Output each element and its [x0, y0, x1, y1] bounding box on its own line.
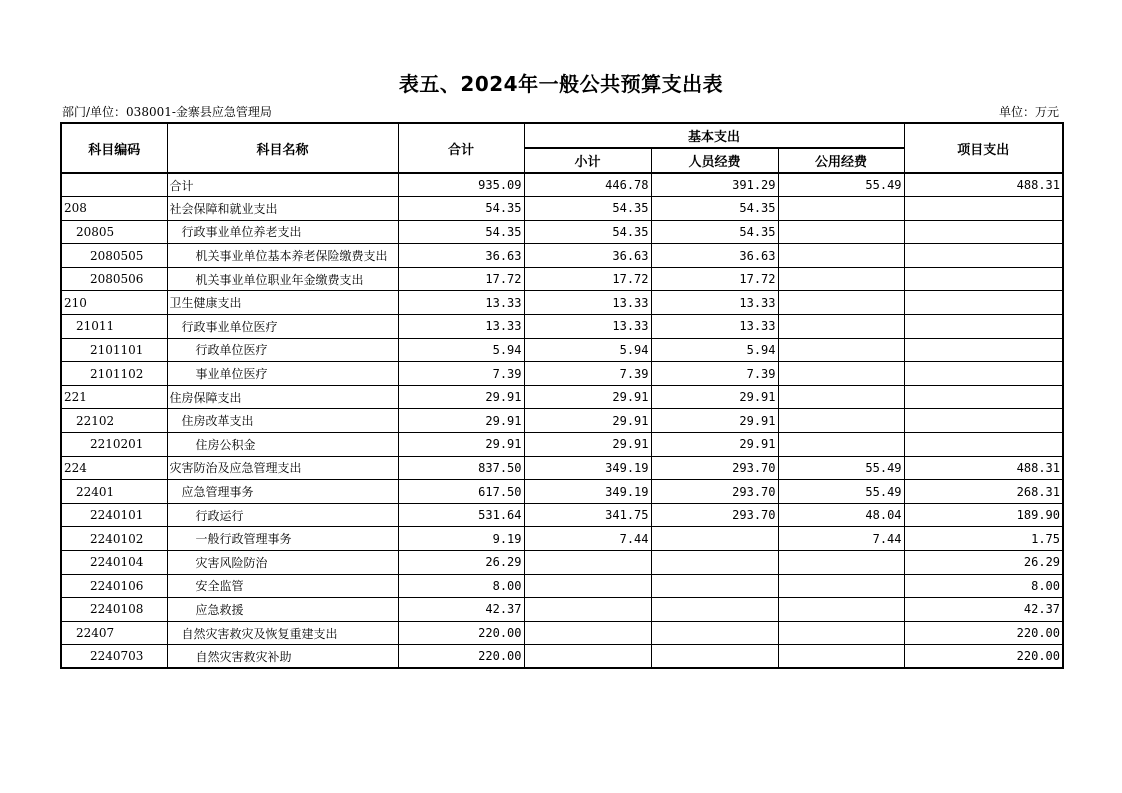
cell-personnel [651, 551, 778, 575]
header-total: 合计 [398, 123, 524, 173]
cell-project [904, 291, 1063, 315]
table-row [61, 433, 1063, 457]
cell-total: 29.91 [398, 409, 524, 433]
table-row [61, 621, 1063, 645]
cell-total: 26.29 [398, 551, 524, 575]
cell-name: 住房保障支出 [167, 385, 398, 409]
cell-public [778, 220, 904, 244]
cell-name: 机关事业单位基本养老保险缴费支出 [167, 244, 398, 268]
cell-personnel: 7.39 [651, 362, 778, 386]
cell-name: 行政单位医疗 [167, 338, 398, 362]
cell-project [904, 362, 1063, 386]
cell-public [778, 315, 904, 339]
cell-public [778, 244, 904, 268]
cell-project: 488.31 [904, 173, 1063, 197]
cell-subtotal: 36.63 [524, 244, 651, 268]
cell-code: 22102 [61, 409, 167, 433]
cell-name: 行政事业单位养老支出 [167, 220, 398, 244]
cell-project [904, 220, 1063, 244]
table-row [61, 385, 1063, 409]
cell-total: 7.39 [398, 362, 524, 386]
cell-public [778, 551, 904, 575]
cell-public: 48.04 [778, 503, 904, 527]
cell-public [778, 362, 904, 386]
cell-code: 2101101 [61, 338, 167, 362]
cell-public [778, 598, 904, 622]
table-row [61, 362, 1063, 386]
cell-personnel [651, 621, 778, 645]
cell-subtotal [524, 574, 651, 598]
cell-name: 安全监管 [167, 574, 398, 598]
cell-project: 488.31 [904, 456, 1063, 480]
cell-public [778, 197, 904, 221]
cell-subtotal: 341.75 [524, 503, 651, 527]
cell-name: 自然灾害救灾补助 [167, 645, 398, 669]
cell-code [61, 173, 167, 197]
cell-code: 2240703 [61, 645, 167, 669]
cell-personnel: 36.63 [651, 244, 778, 268]
cell-project [904, 433, 1063, 457]
cell-total: 837.50 [398, 456, 524, 480]
cell-total: 29.91 [398, 385, 524, 409]
department-unit-label: 部门/单位：038001-金寨县应急管理局 [62, 105, 272, 119]
table-row [61, 574, 1063, 598]
cell-name: 社会保障和就业支出 [167, 197, 398, 221]
cell-personnel: 29.91 [651, 433, 778, 457]
cell-code: 2240101 [61, 503, 167, 527]
cell-public: 55.49 [778, 456, 904, 480]
cell-code: 20805 [61, 220, 167, 244]
table-row [61, 527, 1063, 551]
cell-public [778, 409, 904, 433]
cell-name: 卫生健康支出 [167, 291, 398, 315]
cell-code: 2080506 [61, 267, 167, 291]
cell-subtotal: 446.78 [524, 173, 651, 197]
cell-personnel: 5.94 [651, 338, 778, 362]
table-row [61, 338, 1063, 362]
cell-personnel: 391.29 [651, 173, 778, 197]
cell-subtotal [524, 621, 651, 645]
cell-code: 22401 [61, 480, 167, 504]
cell-subtotal: 13.33 [524, 291, 651, 315]
cell-total: 617.50 [398, 480, 524, 504]
cell-project [904, 315, 1063, 339]
cell-total: 8.00 [398, 574, 524, 598]
cell-public: 55.49 [778, 173, 904, 197]
table-row [61, 503, 1063, 527]
cell-name: 合计 [167, 173, 398, 197]
table-row [61, 315, 1063, 339]
cell-personnel: 29.91 [651, 385, 778, 409]
cell-public [778, 621, 904, 645]
cell-subtotal: 54.35 [524, 220, 651, 244]
cell-project [904, 338, 1063, 362]
cell-code: 22407 [61, 621, 167, 645]
cell-code: 221 [61, 385, 167, 409]
table-row [61, 173, 1063, 197]
cell-subtotal: 349.19 [524, 456, 651, 480]
header-code: 科目编码 [61, 123, 167, 173]
header-personnel: 人员经费 [651, 148, 778, 173]
table-row [61, 456, 1063, 480]
cell-project [904, 244, 1063, 268]
cell-project [904, 267, 1063, 291]
cell-total: 935.09 [398, 173, 524, 197]
cell-subtotal: 7.44 [524, 527, 651, 551]
cell-total: 54.35 [398, 220, 524, 244]
cell-public: 55.49 [778, 480, 904, 504]
cell-project: 26.29 [904, 551, 1063, 575]
cell-personnel: 17.72 [651, 267, 778, 291]
cell-code: 210 [61, 291, 167, 315]
cell-code: 224 [61, 456, 167, 480]
table-row [61, 291, 1063, 315]
cell-personnel: 13.33 [651, 315, 778, 339]
cell-subtotal: 13.33 [524, 315, 651, 339]
header-subtotal: 小计 [524, 148, 651, 173]
cell-project [904, 409, 1063, 433]
cell-total: 54.35 [398, 197, 524, 221]
budget-expenditure-table [60, 122, 1064, 669]
cell-code: 2240102 [61, 527, 167, 551]
cell-subtotal: 54.35 [524, 197, 651, 221]
table-row [61, 220, 1063, 244]
table-row [61, 598, 1063, 622]
table-row [61, 197, 1063, 221]
cell-total: 5.94 [398, 338, 524, 362]
cell-subtotal [524, 645, 651, 669]
cell-code: 208 [61, 197, 167, 221]
cell-total: 531.64 [398, 503, 524, 527]
cell-personnel: 54.35 [651, 197, 778, 221]
cell-personnel: 13.33 [651, 291, 778, 315]
cell-code: 2210201 [61, 433, 167, 457]
cell-subtotal: 349.19 [524, 480, 651, 504]
cell-name: 灾害风险防治 [167, 551, 398, 575]
header-project: 项目支出 [904, 123, 1063, 173]
cell-code: 2101102 [61, 362, 167, 386]
cell-subtotal [524, 598, 651, 622]
cell-personnel [651, 527, 778, 551]
cell-project: 220.00 [904, 621, 1063, 645]
cell-name: 行政运行 [167, 503, 398, 527]
table-row [61, 645, 1063, 669]
header-name: 科目名称 [167, 123, 398, 173]
cell-total: 9.19 [398, 527, 524, 551]
cell-project: 8.00 [904, 574, 1063, 598]
cell-personnel: 293.70 [651, 480, 778, 504]
cell-subtotal: 5.94 [524, 338, 651, 362]
cell-project: 189.90 [904, 503, 1063, 527]
header-basic: 基本支出 [524, 123, 904, 148]
cell-public [778, 433, 904, 457]
cell-personnel: 54.35 [651, 220, 778, 244]
cell-total: 17.72 [398, 267, 524, 291]
cell-subtotal [524, 551, 651, 575]
cell-public [778, 574, 904, 598]
cell-total: 36.63 [398, 244, 524, 268]
cell-subtotal: 29.91 [524, 409, 651, 433]
cell-personnel [651, 574, 778, 598]
cell-public [778, 385, 904, 409]
cell-name: 住房公积金 [167, 433, 398, 457]
cell-code: 2240108 [61, 598, 167, 622]
cell-name: 事业单位医疗 [167, 362, 398, 386]
cell-name: 自然灾害救灾及恢复重建支出 [167, 621, 398, 645]
cell-project: 42.37 [904, 598, 1063, 622]
cell-personnel [651, 598, 778, 622]
cell-personnel: 29.91 [651, 409, 778, 433]
cell-subtotal: 17.72 [524, 267, 651, 291]
table-row [61, 409, 1063, 433]
cell-public: 7.44 [778, 527, 904, 551]
cell-public [778, 267, 904, 291]
cell-code: 2240106 [61, 574, 167, 598]
cell-name: 应急管理事务 [167, 480, 398, 504]
cell-total: 220.00 [398, 621, 524, 645]
cell-total: 29.91 [398, 433, 524, 457]
cell-name: 行政事业单位医疗 [167, 315, 398, 339]
cell-total: 220.00 [398, 645, 524, 669]
cell-project: 1.75 [904, 527, 1063, 551]
cell-code: 2240104 [61, 551, 167, 575]
table-body [61, 173, 1063, 668]
cell-public [778, 338, 904, 362]
header-public: 公用经费 [778, 148, 904, 173]
cell-project [904, 197, 1063, 221]
cell-name: 住房改革支出 [167, 409, 398, 433]
cell-total: 13.33 [398, 315, 524, 339]
cell-code: 2080505 [61, 244, 167, 268]
table-row [61, 267, 1063, 291]
table-row [61, 551, 1063, 575]
cell-public [778, 645, 904, 669]
cell-subtotal: 29.91 [524, 433, 651, 457]
cell-personnel [651, 645, 778, 669]
table-row [61, 244, 1063, 268]
cell-name: 应急救援 [167, 598, 398, 622]
page-title: 表五、2024年一般公共预算支出表 [398, 72, 724, 96]
cell-subtotal: 29.91 [524, 385, 651, 409]
cell-project [904, 385, 1063, 409]
cell-name: 灾害防治及应急管理支出 [167, 456, 398, 480]
cell-subtotal: 7.39 [524, 362, 651, 386]
cell-total: 13.33 [398, 291, 524, 315]
cell-name: 一般行政管理事务 [167, 527, 398, 551]
cell-project: 268.31 [904, 480, 1063, 504]
cell-personnel: 293.70 [651, 503, 778, 527]
cell-personnel: 293.70 [651, 456, 778, 480]
cell-total: 42.37 [398, 598, 524, 622]
cell-project: 220.00 [904, 645, 1063, 669]
cell-public [778, 291, 904, 315]
cell-name: 机关事业单位职业年金缴费支出 [167, 267, 398, 291]
currency-unit-label: 单位：万元 [998, 105, 1059, 119]
cell-code: 21011 [61, 315, 167, 339]
table-row [61, 480, 1063, 504]
